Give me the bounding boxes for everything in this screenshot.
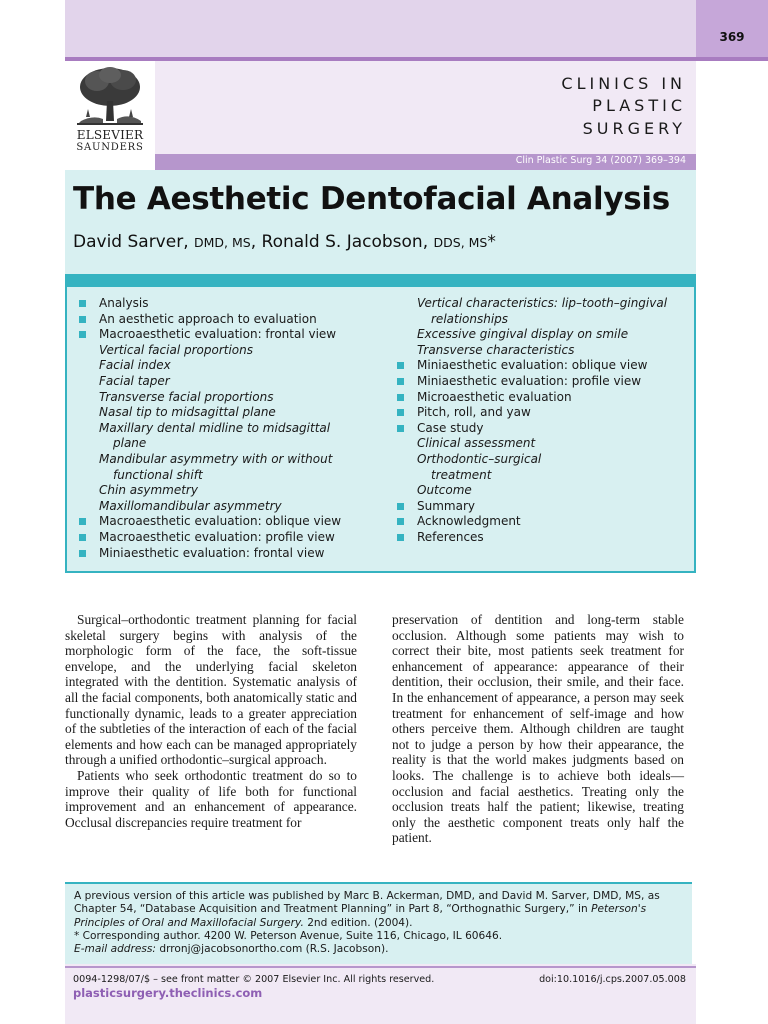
- journal-title-line2: PLASTIC: [592, 96, 686, 115]
- outline-column-left: [77, 296, 387, 561]
- body-column-left: [65, 612, 357, 830]
- outline-item-text: Orthodontic–surgical: [417, 451, 542, 466]
- outline-item-continuation: plane: [113, 436, 147, 451]
- square-bullet-icon: [397, 362, 404, 369]
- outline-item: [395, 405, 690, 421]
- square-bullet-icon: [397, 378, 404, 385]
- outline-item-text: Acknowledgment: [417, 514, 521, 529]
- citation: Clin Plastic Surg 34 (2007) 369–394: [515, 155, 686, 166]
- publisher-logo: [65, 61, 155, 169]
- outline-item: [395, 343, 690, 359]
- body-paragraph: preservation of dentition and long-term stable occlusion. Although some patients may wish to correct their bite, most patients seek treatment for enhancement of appearance: appearance of their dentition, their occlusion, their smile, and their face. In the enhancement of appearance, a person may seek treatment for enhancement of self-image and how others perceive them. Although children are taught not to judge a person by how their appearance, the reality is that the world makes judgments based on looks. The challenge is to achieve both ideals—occlusion and facial aesthetics. Treating only the occlusion treats half the patient; likewise, treating only the aesthetic component treats only half the patient.: [392, 612, 684, 846]
- outline-item: [77, 327, 387, 343]
- square-bullet-icon: [397, 394, 404, 401]
- outline-item: [77, 483, 387, 499]
- outline-item: [395, 483, 690, 499]
- outline-item-text: Vertical facial proportions: [99, 342, 253, 357]
- publisher-name: ELSEVIER: [76, 128, 144, 142]
- author-degrees: DDS, MS: [433, 235, 488, 250]
- body-paragraph: Patients who seek orthodontic treatment do so to improve their quality of life both for functional improvement and an enhancement of appearance. Occlusal discrepancies require treatment for: [65, 767, 357, 830]
- outline-item: [395, 514, 690, 530]
- outline-item: [77, 421, 387, 452]
- outline-item-text: Vertical characteristics: lip–tooth–gingival: [417, 296, 668, 310]
- journal-title-line1: CLINICS IN: [561, 74, 686, 93]
- outline-item-text: Clinical assessment: [417, 436, 536, 451]
- square-bullet-icon: [397, 503, 404, 510]
- journal-url-link[interactable]: plasticsurgery.theclinics.com: [73, 986, 263, 1000]
- square-bullet-icon: [79, 534, 86, 541]
- author-line: David Sarver, DMD, MS, Ronald S. Jacobson, DDS, MS*: [73, 232, 496, 252]
- outline-item: [395, 374, 690, 390]
- footer-rule: [65, 966, 696, 968]
- outline-item: [395, 358, 690, 374]
- outline-item-text: Macroaesthetic evaluation: profile view: [99, 529, 335, 544]
- outline-item-text: References: [417, 529, 484, 544]
- footnotes: [74, 890, 686, 956]
- outline-item-text: Maxillomandibular asymmetry: [99, 498, 282, 513]
- outline-item-text: Macroaesthetic evaluation: frontal view: [99, 327, 337, 342]
- outline-item: [395, 390, 690, 406]
- outline-item: [77, 452, 387, 483]
- outline-item-continuation: relationships: [431, 311, 509, 326]
- outline-item-text: An aesthetic approach to evaluation: [99, 311, 317, 326]
- email-label: E-mail address:: [74, 943, 157, 956]
- outline-item: [77, 343, 387, 359]
- outline-item-text: Microaesthetic evaluation: [417, 389, 572, 404]
- outline-item: [77, 546, 387, 562]
- outline-item-text: Mandibular asymmetry with or without: [99, 451, 333, 466]
- author-name: Ronald S. Jacobson,: [261, 232, 429, 252]
- outline-item: [77, 530, 387, 546]
- outline-item: [77, 374, 387, 390]
- outline-item: [77, 390, 387, 406]
- author-degrees: DMD, MS: [194, 235, 251, 250]
- outline-item: [77, 296, 387, 312]
- outline-rule: [65, 274, 696, 287]
- outline-item-text: Summary: [417, 498, 475, 513]
- outline-item: [395, 499, 690, 515]
- outline-item: [395, 530, 690, 546]
- outline-item: [395, 421, 690, 437]
- outline-item-text: Excessive gingival display on smile: [417, 327, 629, 342]
- outline-item-text: Nasal tip to midsagittal plane: [99, 405, 276, 420]
- outline-item: [77, 405, 387, 421]
- outline-item-text: Facial taper: [99, 373, 170, 388]
- square-bullet-icon: [397, 534, 404, 541]
- publisher-imprint: SAUNDERS: [76, 142, 144, 153]
- outline-item: [77, 514, 387, 530]
- outline-item: [395, 296, 690, 327]
- corresponding-author-note: * Corresponding author. 4200 W. Peterson Avenue, Suite 116, Chicago, IL 60646.: [74, 929, 503, 942]
- outline-item-text: Chin asymmetry: [99, 483, 198, 498]
- doi[interactable]: doi:10.1016/j.cps.2007.05.008: [539, 974, 686, 985]
- square-bullet-icon: [79, 518, 86, 525]
- page-number-tab: [696, 0, 768, 57]
- outline-item-text: Miniaesthetic evaluation: frontal view: [99, 545, 325, 560]
- body-paragraph: Surgical–orthodontic treatment planning for facial skeletal surgery begins with analysis of the morphologic form of the face, the soft-tissue envelope, and the underlying facial skeleton integrated with the dentition. Systematic analysis of all the facial components, both anatomically static and functionally dynamic, leads to a greater appreciation of the subtleties of the interaction of each of the facial elements and how each can be managed appropriately through a unified orthodontic–surgical approach.: [65, 612, 357, 768]
- outline-item-text: Transverse facial proportions: [99, 389, 274, 404]
- outline-column-right: [395, 296, 690, 546]
- outline-item-text: Case study: [417, 420, 484, 435]
- outline-item-text: Miniaesthetic evaluation: oblique view: [417, 358, 648, 373]
- outline-item-text: Miniaesthetic evaluation: profile view: [417, 373, 642, 388]
- outline-item-text: Maxillary dental midline to midsagittal: [99, 420, 331, 435]
- outline-item-continuation: treatment: [431, 467, 492, 482]
- email-note: [74, 943, 686, 956]
- square-bullet-icon: [79, 316, 86, 323]
- outline-item-text: Pitch, roll, and yaw: [417, 405, 531, 420]
- outline-item-text: Outcome: [417, 483, 472, 498]
- footnote-box: [65, 882, 692, 966]
- outline-item-text: Transverse characteristics: [417, 342, 575, 357]
- top-band: [65, 0, 696, 57]
- outline-item-text: Analysis: [99, 296, 149, 310]
- author-name: David Sarver,: [73, 232, 189, 252]
- article-title: The Aesthetic Dentofacial Analysis: [73, 181, 670, 217]
- outline-item: [395, 452, 690, 483]
- outline-item: [77, 358, 387, 374]
- article-outline: [65, 287, 696, 573]
- square-bullet-icon: [79, 300, 86, 307]
- elsevier-tree-icon: [73, 65, 147, 127]
- prior-version-note: A previous version of this article was published by Marc B. Ackerman, DMD, and David M. Sarver, DMD, MS, as Chapter 54, “Database Acquisition and Treatment Planning” in Part 8, “Orthognathic Surgery,” in Peterson's Principles of Oral and Maxillofacial Surgery. 2nd edition. (2004).: [74, 890, 660, 929]
- copyright-line: 0094-1298/07/$ – see front matter © 2007 Elsevier Inc. All rights reserved.: [73, 974, 435, 985]
- outline-item-text: Macroaesthetic evaluation: oblique view: [99, 514, 342, 529]
- page-number: 369: [719, 30, 745, 44]
- square-bullet-icon: [397, 425, 404, 432]
- square-bullet-icon: [397, 518, 404, 525]
- outline-item-text: Facial index: [99, 358, 171, 373]
- email-address[interactable]: drronj@jacobsonortho.com (R.S. Jacobson).: [156, 943, 389, 956]
- journal-title-line3: SURGERY: [582, 119, 686, 138]
- outline-item: [77, 499, 387, 515]
- outline-item-continuation: functional shift: [113, 467, 203, 482]
- outline-item: [395, 436, 690, 452]
- square-bullet-icon: [397, 409, 404, 416]
- outline-item: [395, 327, 690, 343]
- body-column-right: [392, 612, 684, 846]
- book-title: Peterson's Principles of Oral and Maxillofacial Surgery.: [74, 903, 647, 929]
- square-bullet-icon: [79, 331, 86, 338]
- square-bullet-icon: [79, 550, 86, 557]
- corresponding-mark: *: [487, 232, 496, 252]
- outline-item: [77, 312, 387, 328]
